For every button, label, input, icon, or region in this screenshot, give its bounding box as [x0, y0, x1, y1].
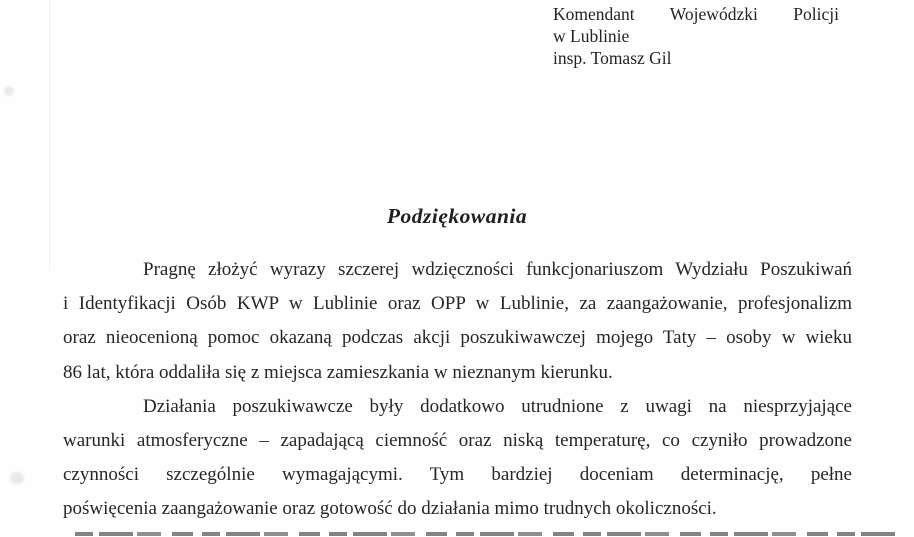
paragraph-2 [63, 390, 852, 527]
text-line: Pragnę złożyć wyrazy szczerej wdzięczności funkcjonariuszom Wydziału Poszukiwań [143, 259, 852, 280]
text-line: poświęcenia zaangażowanie oraz gotowość do działania mimo trudnych okoliczności. [63, 498, 717, 520]
text-line: i Identyfikacji Osób KWP w Lublinie oraz OPP w Lublinie, za zaangażowanie, profesjonalizm [63, 293, 852, 315]
document-title: Podziękowania [386, 204, 528, 228]
text-line: Działania poszukiwawcze były dodatkowo utrudnione z uwagi na niesprzyjające [143, 395, 852, 417]
text-line: warunki atmosferyczne – zapadającą ciemność oraz niską temperaturę, co czyniło prowadzone [63, 430, 852, 452]
scan-smudge-artifact [10, 472, 24, 484]
letter-body [63, 253, 852, 527]
cutoff-text-line-artifact [75, 532, 895, 536]
recipient-line-organization: Komendant Wojewódzki Policji [553, 4, 839, 24]
recipient-line-city: w Lublinie [553, 26, 630, 46]
paragraph-1 [63, 253, 852, 390]
scan-smudge-artifact [4, 86, 14, 96]
text-line: czynności szczególnie wymagającymi. Tym bardziej doceniam determinację, pełne [63, 464, 852, 486]
scan-streak-artifact [49, 0, 50, 270]
text-line: 86 lat, która oddaliła się z miejsca zamieszkania w nieznanym kierunku. [63, 361, 613, 383]
recipient-block [553, 3, 839, 69]
text-line: oraz nieocenioną pomoc okazaną podczas akcji poszukiwawczej mojego Taty – osoby w wieku [63, 327, 852, 349]
recipient-line-name: insp. Tomasz Gil [553, 48, 672, 68]
